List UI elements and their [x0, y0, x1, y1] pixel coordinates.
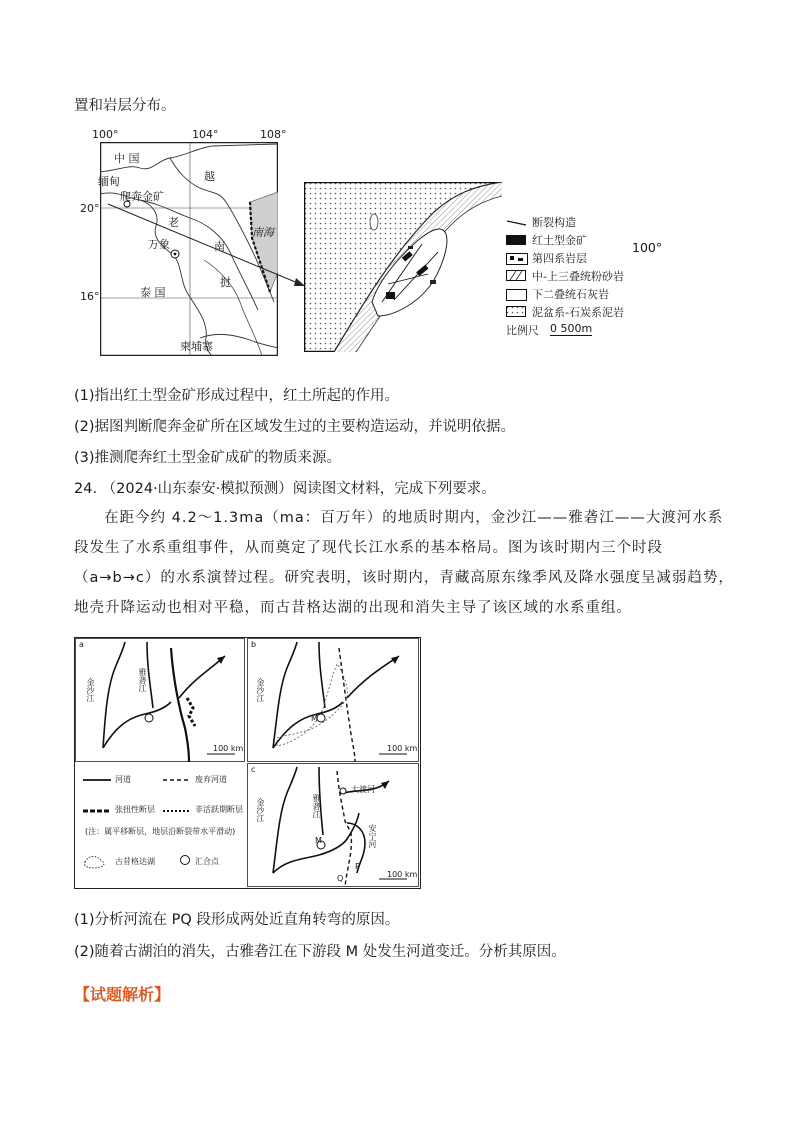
label-laos: 老: [168, 216, 179, 229]
q24-part2: (2)随着古湖泊的消失，古雅砻江在下游段 M 处发生河道变迁。分析其原因。: [74, 944, 566, 960]
q23-part1: (1)指出红土型金矿形成过程中，红土所起的作用。: [74, 388, 400, 404]
panel-c-label: c: [251, 765, 256, 774]
label-cambodia: 柬埔寨: [180, 340, 213, 353]
lat-label-20: 20°: [80, 202, 100, 215]
panel-a-jinsha: 金沙江: [86, 678, 95, 702]
panel-c-scale: 100 km: [387, 870, 418, 879]
panel-a-scale: 100 km: [213, 744, 244, 753]
legend-scale: [506, 322, 646, 340]
legend-limestone-label: 下二叠统石灰岩: [532, 288, 609, 301]
inset-legend: [506, 214, 646, 340]
panel-c-m: M: [315, 836, 322, 845]
limestone-swatch-icon: [506, 289, 527, 301]
panel-c-jinsha: 金沙江: [256, 798, 265, 822]
label-china: 中 国: [114, 152, 140, 165]
label-tao: 挝: [220, 276, 231, 289]
geology-inset: [304, 182, 502, 352]
fault1-icon: [83, 806, 113, 816]
lake-icon: [83, 852, 109, 870]
legend-note: (注：属平移断层，地层沿断裂带水平滑动): [85, 827, 236, 836]
label-thailand: 泰 国: [140, 286, 166, 299]
panel-b-m: M: [311, 714, 318, 723]
river-line-icon: [83, 776, 113, 784]
legend-limestone: [506, 286, 646, 304]
panel-b-scale: 100 km: [387, 744, 418, 753]
q23-part3: (3)推测爬奔红土型金矿成矿的物质来源。: [74, 450, 342, 466]
panel-c-dadu: 大渡河: [351, 785, 375, 794]
legend-mudstone: [506, 304, 646, 322]
fault-line-icon: [506, 218, 528, 228]
legend-siltstone-label: 中-上三叠统粉砂岩: [532, 270, 624, 283]
legend-fault-label: 断裂构造: [532, 216, 576, 229]
river-evolution-figure: [74, 637, 421, 889]
panel-c-anning: 安宁河: [368, 824, 377, 848]
mudstone-swatch-icon: [506, 306, 528, 318]
legend-gold: [506, 232, 646, 250]
analysis-heading: 【试题解析】: [74, 985, 171, 1004]
confluence-icon: [179, 854, 191, 866]
legend-confluence: 汇合点: [195, 857, 219, 866]
legend-river: 河道: [115, 775, 131, 784]
scale-value: 0 500m: [550, 322, 593, 335]
intro-line: 置和岩层分布。: [74, 98, 176, 114]
floating-degree-label: 100°: [632, 240, 663, 255]
connector-arrow: [100, 190, 320, 300]
q24-part1: (1)分析河流在 PQ 段形成两处近直角转弯的原因。: [74, 912, 400, 928]
lon-label-100: 100°: [92, 128, 119, 141]
label-south: 南: [214, 240, 225, 253]
panel-b-jinsha: 金沙江: [256, 678, 265, 702]
legend-mudstone-label: 泥盆系-石炭系泥岩: [532, 306, 624, 319]
q24-paragraph: 在距今约 4.2～1.3ma（ma：百万年）的地质时期内，金沙江——雅砻江——大渡河水系段发生了水系重组事件，从而奠定了现代长江水系的基本格局。图为该时期内三个时段（a→b→c）的水系演替过程。研究表明，该时期内，青藏高原东缘季风及降水强度呈减弱趋势，地壳升降运动也相对平稳，而古昔格达湖的出现和消失主导了该区域的水系重组。: [74, 510, 734, 616]
panel-a-yalong: 雅砻江: [138, 668, 147, 692]
lon-label-108: 108°: [260, 128, 287, 141]
lon-label-104: 104°: [192, 128, 219, 141]
legend-quaternary: [506, 250, 646, 268]
gold-swatch-icon: [506, 235, 526, 245]
q24-header: 24. （2024·山东泰安·模拟预测）阅读图文材料，完成下列要求。: [74, 481, 496, 497]
panel-c: [247, 763, 419, 887]
label-sea: 南海: [252, 226, 274, 239]
fault2-icon: [163, 806, 193, 816]
label-vietnam: 越: [204, 170, 215, 183]
legend-fault2: 非活跃期断层: [195, 805, 243, 814]
panel-b-label: b: [251, 640, 257, 649]
label-myanmar: 缅甸: [98, 175, 120, 188]
siltstone-swatch-icon: [506, 270, 528, 282]
quaternary-swatch-icon: [506, 253, 528, 265]
label-vientiane: 万象: [148, 238, 170, 251]
scale-label: 比例尺: [506, 324, 539, 337]
abandoned-line-icon: [163, 776, 193, 784]
legend-fault: [506, 214, 646, 232]
panel-c-p: P: [355, 862, 360, 871]
label-mine: 爬奔金矿: [120, 190, 164, 203]
fig2-legend: [79, 768, 243, 884]
panel-a-label: a: [79, 640, 84, 649]
legend-abandoned: 废弃河道: [195, 775, 227, 784]
legend-quaternary-label: 第四系岩层: [532, 252, 587, 265]
panel-c-yalong: 雅砻江: [312, 794, 321, 818]
panel-c-q: Q: [337, 874, 344, 883]
legend-fault1: 张扭性断层: [115, 805, 155, 814]
lat-label-16: 16°: [80, 290, 100, 303]
q23-part2: (2)据图判断爬奔金矿所在区域发生过的主要构造运动，并说明依据。: [74, 419, 516, 435]
legend-siltstone: [506, 268, 646, 286]
legend-gold-label: 红土型金矿: [532, 234, 587, 247]
legend-lake: 古昔格达湖: [115, 857, 155, 866]
